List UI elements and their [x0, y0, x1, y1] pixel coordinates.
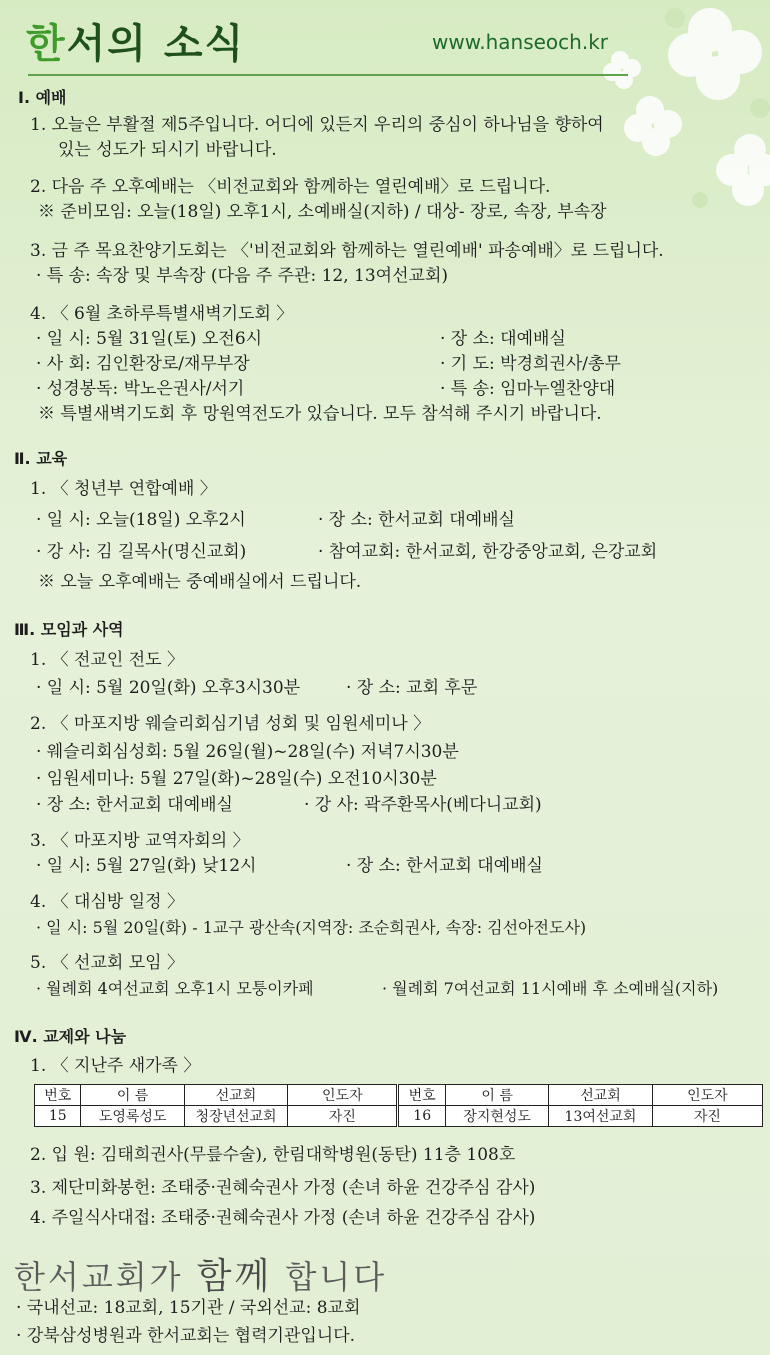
youth-worship-churches: · 참여교회: 한서교회, 한강중앙교회, 은강교회 — [318, 542, 658, 562]
worship-item-3: 3. 금 주 목요찬양기도회는 〈'비전교회와 함께하는 열린예배' 파송예배〉로 드립니다. — [30, 241, 664, 261]
fellowship-item-1: 1. 〈 지난주 새가족 〉 — [30, 1056, 201, 1076]
meeting-item-2: 2. 〈 마포지방 웨슬리회심기념 성회 및 임원세미나 〉 — [30, 714, 431, 734]
education-item-1: 1. 〈 청년부 연합예배 〉 — [30, 479, 217, 499]
page-header — [18, 8, 758, 72]
table-header-row — [35, 1085, 763, 1106]
youth-worship-speaker: · 강 사: 김 길목사(명신교회) — [36, 542, 247, 562]
dawn-prayer-scripture: · 성경봉독: 박노은권사/서기 — [36, 379, 245, 399]
slogan-part-1: 한서교회가 — [14, 1258, 197, 1296]
table-header: 인도자 — [288, 1085, 398, 1106]
worship-item-1: 1. 오늘은 부활절 제5주입니다. 어디에 있든지 우리의 중심이 하나님을 향하여 — [30, 115, 604, 135]
table-cell: 자진 — [652, 1106, 762, 1127]
slogan-part-2: 함께 — [196, 1256, 273, 1297]
church-website[interactable]: www.hanseoch.kr — [432, 30, 608, 54]
dawn-prayer-special-song: · 특 송: 임마누엘찬양대 — [440, 379, 616, 399]
youth-worship-place: · 장 소: 한서교회 대예배실 — [318, 510, 515, 530]
newsletter-title — [26, 12, 245, 69]
table-cell: 도영록성도 — [81, 1106, 184, 1127]
fellowship-item-2: 2. 입 원: 김태희권사(무릎수술), 한림대학병원(동탄) 11층 108호 — [30, 1145, 516, 1165]
table-header: 선교회 — [184, 1085, 287, 1106]
youth-worship-time: · 일 시: 오늘(18일) 오후2시 — [36, 510, 246, 530]
worship-item-1-cont: 있는 성도가 되시기 바랍니다. — [58, 140, 277, 160]
table-header: 이 름 — [81, 1085, 184, 1106]
worship-item-2-note: ※ 준비모임: 오늘(18일) 오후1시, 소예배실(지하) / 대상- 장로, 속장, 부속장 — [38, 202, 607, 222]
meeting-item-5: 5. 〈 선교회 모임 〉 — [30, 953, 184, 973]
seminar-speaker: · 강 사: 곽주환목사(베다니교회) — [304, 795, 542, 815]
meeting-item-1: 1. 〈 전교인 전도 〉 — [30, 650, 184, 670]
table-header: 인도자 — [652, 1085, 762, 1106]
table-cell: 청장년선교회 — [184, 1106, 287, 1127]
fellowship-item-4: 4. 주일식사대접: 조태중·권혜숙권사 가정 (손녀 하윤 건강주심 감사) — [30, 1208, 536, 1228]
table-header: 번호 — [35, 1085, 81, 1106]
officer-seminar-time: · 임원세미나: 5월 27일(화)~28일(수) 오전10시30분 — [36, 769, 437, 789]
fellowship-item-3: 3. 제단미화봉헌: 조태중·권혜숙권사 가정 (손녀 하윤 건강주심 감사) — [30, 1178, 536, 1198]
visitation-schedule: · 일 시: 5월 20일(화) - 1교구 광산속(지역장: 조순희권사, 속장: 김선아전도사) — [36, 918, 587, 937]
dawn-prayer-prayer: · 기 도: 박경희권사/총무 — [440, 354, 621, 374]
header-divider — [28, 74, 628, 76]
evangelism-time: · 일 시: 5월 20일(화) 오후3시30분 — [36, 678, 301, 698]
worship-item-4: 4. 〈 6월 초하루특별새벽기도회 〉 — [30, 304, 294, 324]
table-row — [35, 1106, 763, 1127]
education-note: ※ 오늘 오후예배는 중예배실에서 드립니다. — [38, 572, 362, 592]
worship-item-3-detail: · 특 송: 속장 및 부속장 (다음 주 주관: 12, 13여선교회) — [36, 266, 449, 286]
section-fellowship-title: Ⅳ. 교제와 나눔 — [14, 1027, 127, 1046]
table-header: 선교회 — [549, 1085, 652, 1106]
wesley-revival-time: · 웨슬리회심성회: 5월 26일(월)~28일(수) 저녁7시30분 — [36, 742, 459, 762]
new-family-table — [34, 1084, 763, 1127]
slogan-part-3: 합니다 — [272, 1258, 388, 1296]
worship-item-2: 2. 다음 주 오후예배는 〈비전교회와 함께하는 열린예배〉로 드립니다. — [30, 177, 551, 197]
table-cell: 16 — [398, 1106, 445, 1127]
section-education-title: Ⅱ. 교육 — [14, 449, 68, 468]
partner-hospital: · 강북삼성병원과 한서교회는 협력기관입니다. — [16, 1326, 356, 1346]
dawn-prayer-host: · 사 회: 김인환장로/재무부장 — [36, 354, 250, 374]
title-accent: 한 — [26, 21, 67, 67]
table-header: 이 름 — [445, 1085, 548, 1106]
mission-meeting-7: · 월례회 7여선교회 11시예배 후 소예배실(지하) — [382, 979, 719, 998]
meeting-item-4: 4. 〈 대심방 일정 〉 — [30, 892, 184, 912]
section-worship-title: Ⅰ. 예배 — [18, 88, 67, 107]
section-meetings-title: Ⅲ. 모임과 사역 — [14, 620, 124, 639]
title-rest: 서의 소식 — [66, 21, 246, 67]
dawn-prayer-place: · 장 소: 대예배실 — [440, 329, 566, 349]
mission-summary: · 국내선교: 18교회, 15기관 / 국외선교: 8교회 — [16, 1298, 361, 1318]
table-header: 번호 — [398, 1085, 445, 1106]
table-cell: 자진 — [288, 1106, 398, 1127]
mission-meeting-4: · 월례회 4여선교회 오후1시 모퉁이카페 — [36, 979, 314, 998]
dawn-prayer-note: ※ 특별새벽기도회 후 망원역전도가 있습니다. 모두 참석해 주시기 바랍니다. — [38, 404, 602, 424]
evangelism-place: · 장 소: 교회 후문 — [346, 678, 478, 698]
meeting-item-3: 3. 〈 마포지방 교역자회의 〉 — [30, 831, 250, 851]
clergy-meeting-time: · 일 시: 5월 27일(화) 낮12시 — [36, 856, 257, 876]
table-cell: 15 — [35, 1106, 81, 1127]
table-cell: 장지현성도 — [445, 1106, 548, 1127]
footer-slogan — [14, 1248, 387, 1299]
seminar-place: · 장 소: 한서교회 대예배실 — [36, 795, 233, 815]
dawn-prayer-time: · 일 시: 5월 31일(토) 오전6시 — [36, 329, 263, 349]
table-cell: 13여선교회 — [549, 1106, 652, 1127]
clergy-meeting-place: · 장 소: 한서교회 대예배실 — [346, 856, 543, 876]
